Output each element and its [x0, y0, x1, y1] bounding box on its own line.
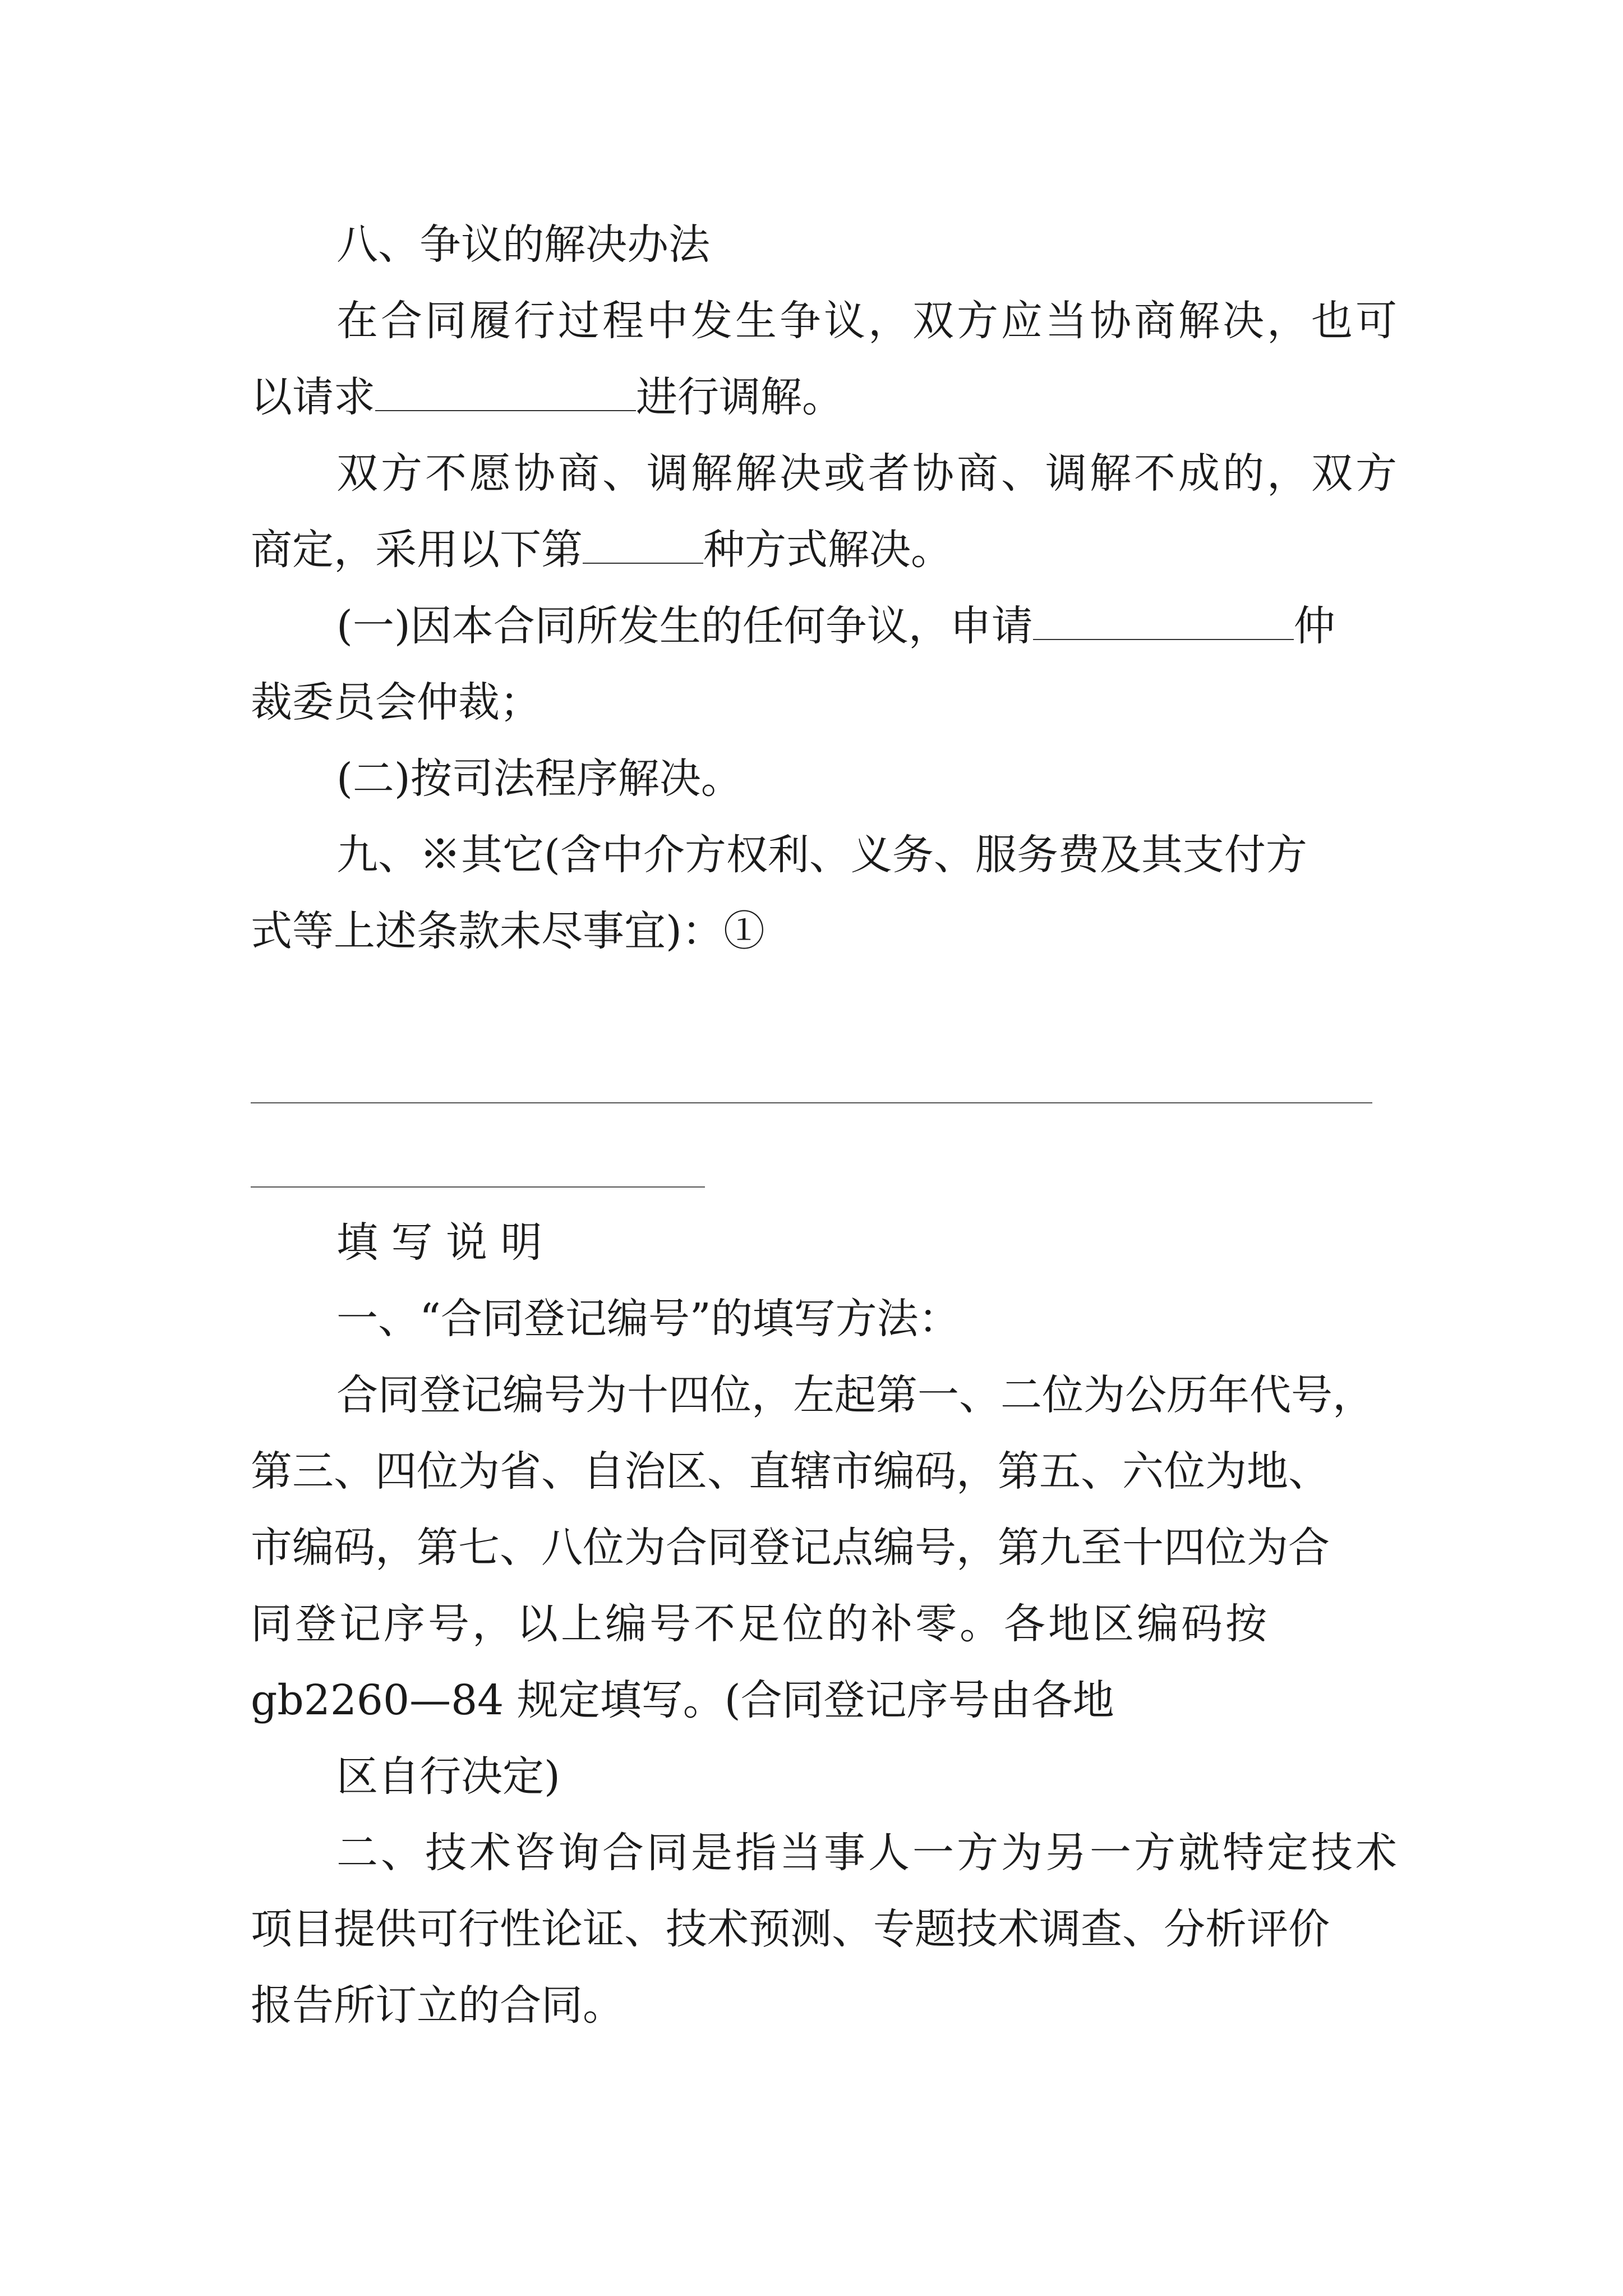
section8-paragraph1-line2: [251, 369, 843, 425]
text-segment: 进行调解。: [636, 373, 843, 421]
instructions-heading: 填 写 说 明: [336, 1218, 542, 1267]
instructions-item1-line2: 第三、四位为省、自治区、直辖市编码，第五、六位为地、: [251, 1447, 1330, 1496]
instructions-item1-line4: 同登记序号，以上编号不足位的补零。各地区编码按: [251, 1600, 1270, 1648]
section8-paragraph1-line1: 在合同履行过程中发生争议，双方应当协商解决，也可: [336, 297, 1400, 345]
text-segment: 商定，采用以下第: [251, 526, 583, 574]
fill-in-rule-short: [251, 1186, 705, 1188]
text-segment: 种方式解决。: [703, 526, 952, 574]
instructions-item2-line3: 报告所订立的合同。: [251, 1981, 624, 2030]
instructions-item1-line5: gb2260—84 规定填写。(合同登记序号由各地: [251, 1676, 1114, 1724]
section8-title: 八、争议的解决办法: [336, 220, 710, 269]
fill-in-rule-long: [251, 1102, 1372, 1103]
instructions-item2-line1: 二、技术咨询合同是指当事人一方为另一方就特定技术: [336, 1829, 1400, 1877]
instructions-item1-line6: 区自行决定): [336, 1752, 560, 1801]
section9-line2: 式等上述条款未尽事宜)：①: [251, 907, 765, 955]
instructions-item1-line3: 市编码，第七、八位为合同登记点编号，第九至十四位为合: [251, 1524, 1330, 1572]
section8-paragraph2-line1: 双方不愿协商、调解解决或者协商、调解不成的，双方: [336, 449, 1400, 498]
mediator-blank[interactable]: [375, 371, 636, 411]
text-segment: 以请求: [251, 373, 375, 421]
instructions-item1-line1: 合同登记编号为十四位，左起第一、二位为公历年代号，: [336, 1371, 1374, 1419]
instructions-item2-line2: 项目提供可行性论证、技术预测、专题技术调查、分析评价: [251, 1905, 1330, 1953]
text-segment: 仲: [1293, 602, 1335, 650]
section8-option1-line2: 裁委员会仲裁；: [251, 678, 541, 726]
arbitration-commission-blank[interactable]: [1033, 600, 1294, 640]
text-segment: (一)因本合同所发生的任何争议，申请: [336, 602, 1033, 650]
method-number-blank[interactable]: [583, 523, 703, 564]
section9-line1: 九、※其它(含中介方权利、义务、服务费及其支付方: [336, 831, 1307, 879]
instructions-item1-title: 一、“合同登记编号”的填写方法：: [336, 1295, 960, 1343]
section8-option2: (二)按司法程序解决。: [336, 754, 743, 803]
section8-option1-line1: [336, 598, 1335, 654]
section8-paragraph2-line2: [251, 522, 952, 578]
